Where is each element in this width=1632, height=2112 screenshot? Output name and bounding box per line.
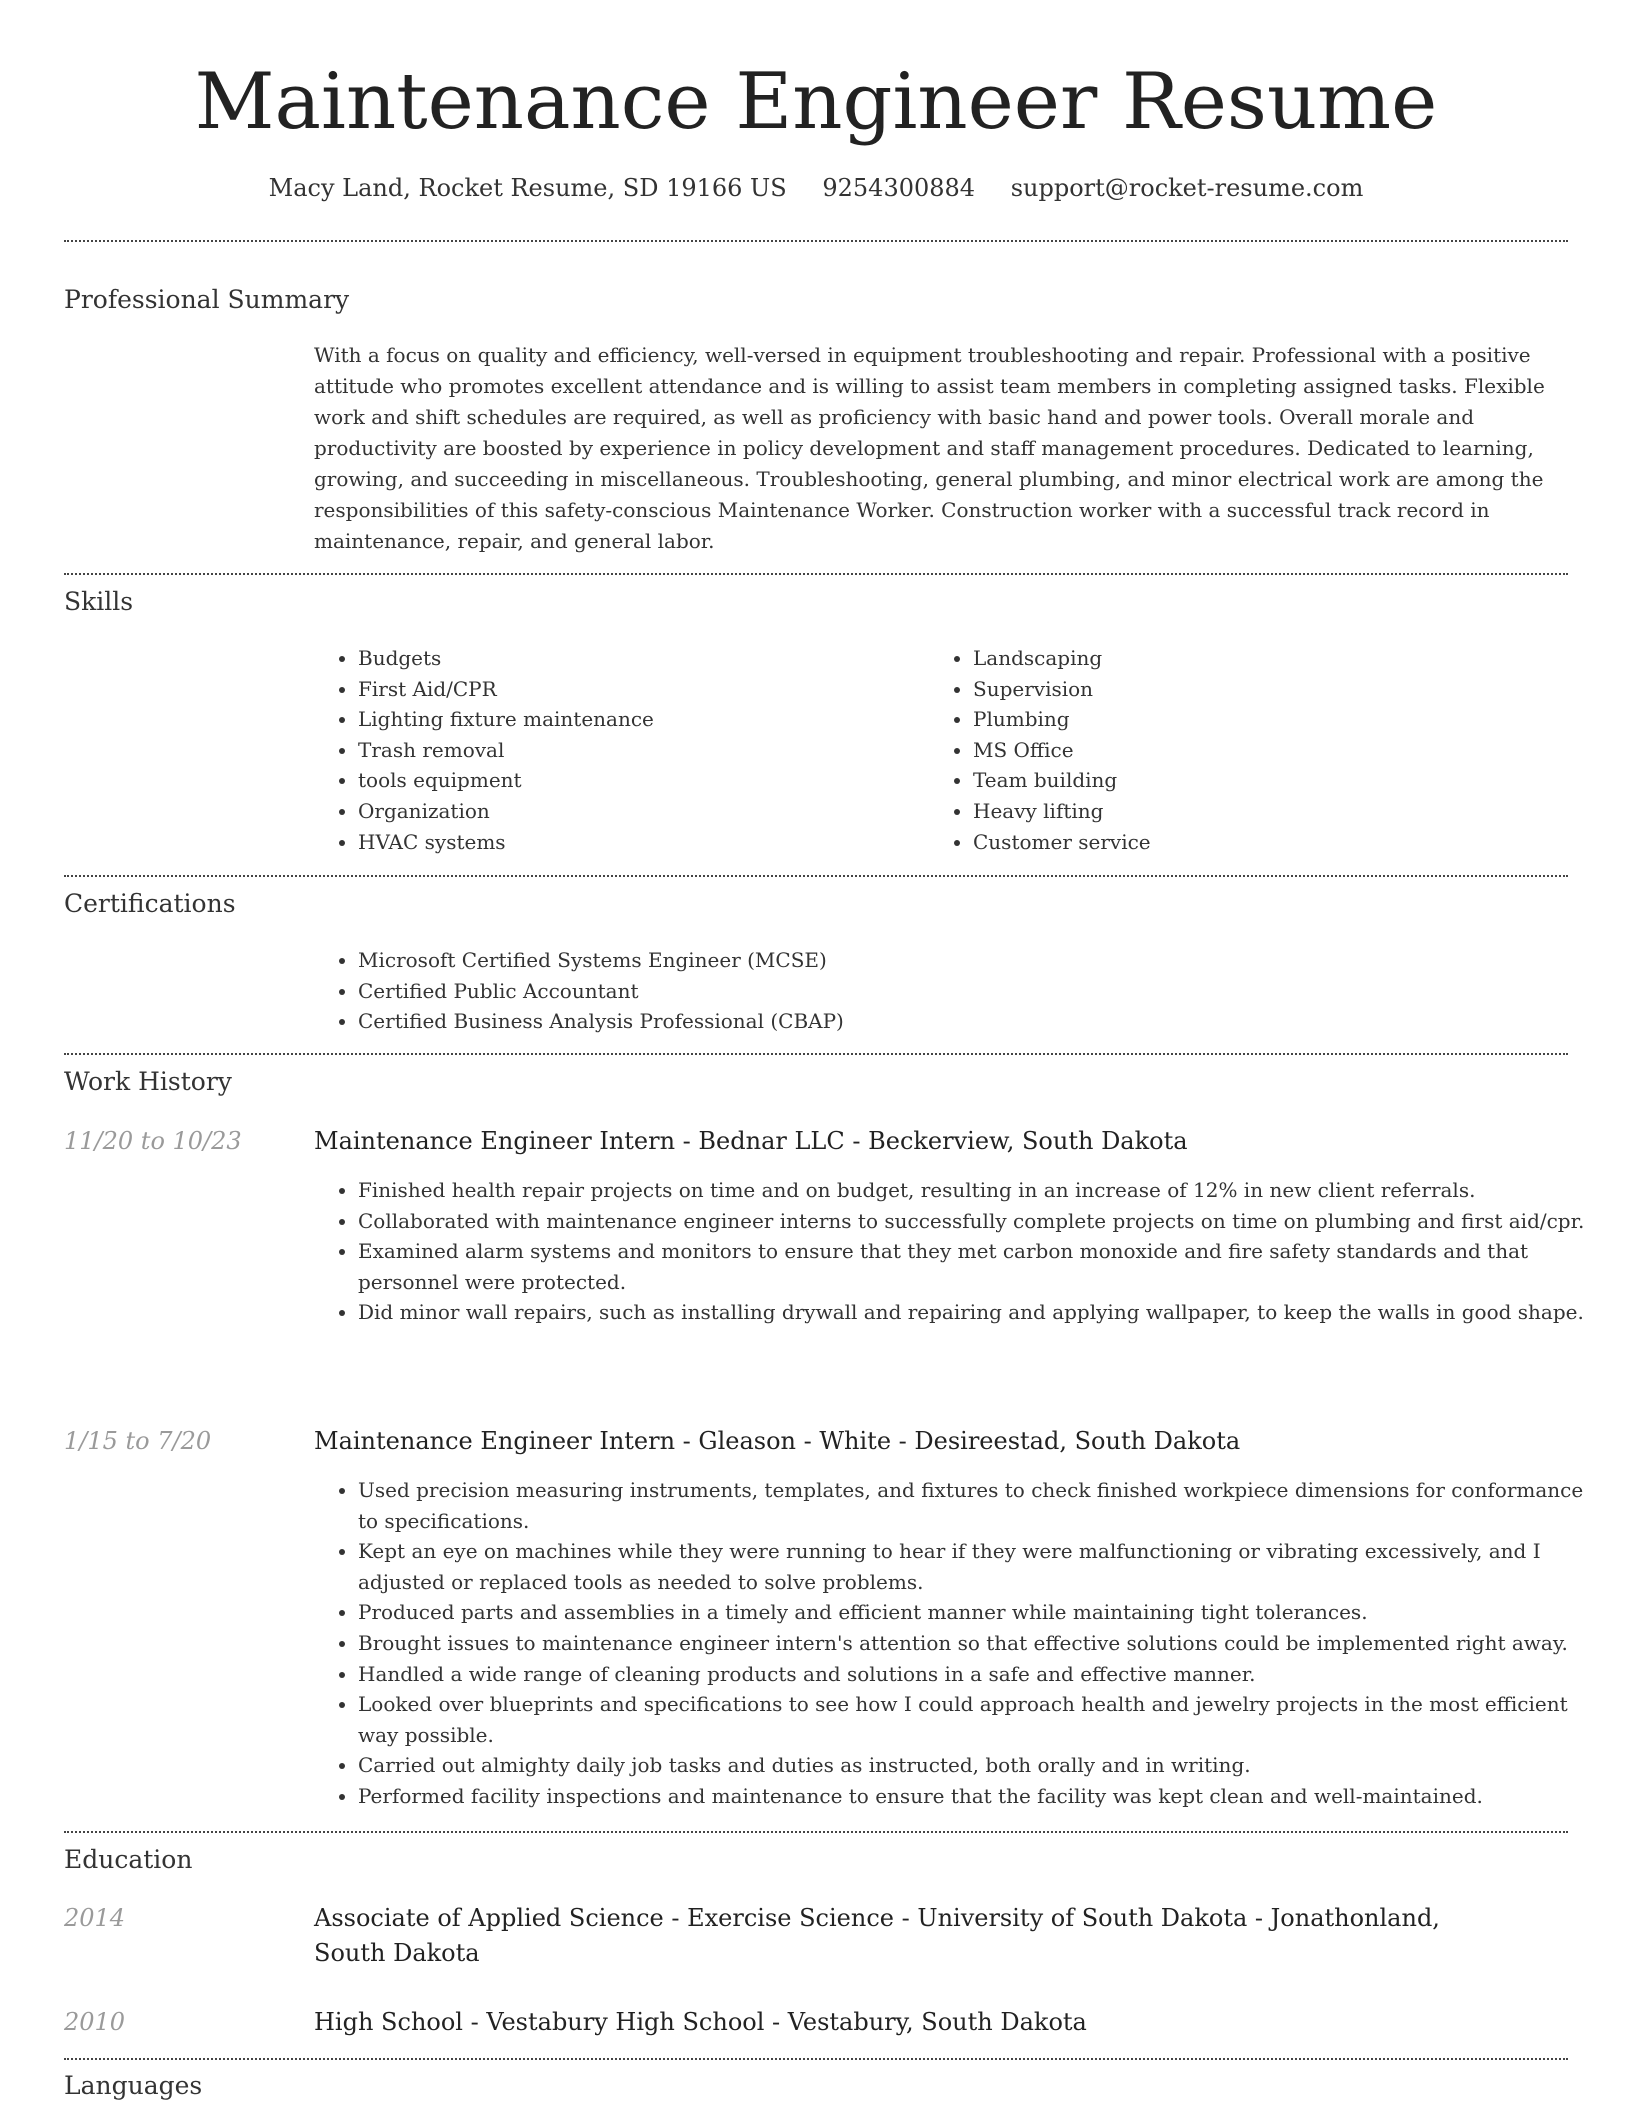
skill-item: • Supervision	[973, 674, 1573, 705]
job-dates: 1/15 to 7/20	[64, 1427, 212, 1455]
job-bullet: • Produced parts and assemblies in a timely and efficient manner while maintaining tight tolerances.	[358, 1597, 1608, 1628]
skill-item: • Heavy lifting	[973, 796, 1573, 827]
skill-item: • Plumbing	[973, 704, 1573, 735]
skill-item: • Lighting fixture maintenance	[358, 704, 918, 735]
summary-heading: Professional Summary	[64, 285, 350, 314]
section-divider	[64, 2058, 1568, 2060]
job-bullet: • Performed facility inspections and maintenance to ensure that the facility was kept clean and well-maintained.	[358, 1781, 1608, 1812]
job-bullets	[314, 1475, 1608, 1812]
summary-text: With a focus on quality and efficiency, well-versed in equipment troubleshooting and repair. Professional with a positive attitude who promotes excellent attendance and is willing to assist team members in completing assigned tasks. Flexible work and shift schedules are required, as well as proficiency with basic hand and power tools. Overall morale and productivity are boosted by experience in policy development and staff management procedures. Dedicated to learning, growing, and succeeding in miscellaneous. Troubleshooting, general plumbing, and minor electrical work are among the responsibilities of this safety-conscious Maintenance Worker. Construction worker with a successful track record in maintenance, repair, and general labor.	[314, 343, 1545, 553]
job-bullet: • Collaborated with maintenance engineer interns to successfully complete projects on time on plumbing and first aid/cpr.	[358, 1206, 1608, 1237]
job-title: Maintenance Engineer Intern - Gleason - White - Desireestad, South Dakota	[314, 1427, 1241, 1455]
skill-item: • Team building	[973, 765, 1573, 796]
skill-item: • tools equipment	[358, 765, 918, 796]
education-year: 2010	[64, 2008, 126, 2036]
skills-heading: Skills	[64, 587, 134, 616]
section-divider	[64, 573, 1568, 575]
section-divider	[64, 875, 1568, 877]
skills-list-right	[929, 643, 1573, 857]
section-divider	[64, 240, 1568, 242]
job-bullet: • Kept an eye on machines while they were running to hear if they were malfunctioning or vibrating excessively, and I adjusted or replaced tools as needed to solve problems.	[358, 1536, 1608, 1597]
job-bullet: • Examined alarm systems and monitors to ensure that they met carbon monoxide and fire safety standards and that personnel were protected.	[358, 1236, 1608, 1297]
skill-item: • Organization	[358, 796, 918, 827]
certification-item: • Certified Public Accountant	[358, 976, 1608, 1007]
section-divider	[64, 1831, 1568, 1833]
skill-item: • Budgets	[358, 643, 918, 674]
resume-title: Maintenance Engineer Resume	[194, 57, 1438, 147]
certification-item: • Certified Business Analysis Professional (CBAP)	[358, 1006, 1608, 1037]
job-bullet: • Finished health repair projects on time and on budget, resulting in an increase of 12% in new client referrals.	[358, 1175, 1608, 1206]
job-bullet: • Handled a wide range of cleaning products and solutions in a safe and effective manner.	[358, 1659, 1608, 1690]
skill-item: • Landscaping	[973, 643, 1573, 674]
job-dates: 11/20 to 10/23	[64, 1127, 242, 1155]
skill-item: • Customer service	[973, 827, 1573, 858]
languages-heading: Languages	[64, 2071, 203, 2100]
section-divider	[64, 1053, 1568, 1055]
job-bullets	[314, 1175, 1608, 1328]
contact-email: support@rocket-resume.com	[1010, 174, 1364, 202]
education-description: Associate of Applied Science - Exercise Science - University of South Dakota - Jonathonland, South Dakota	[314, 1904, 1440, 1967]
job-title: Maintenance Engineer Intern - Bednar LLC - Beckerview, South Dakota	[314, 1127, 1188, 1155]
certifications-list	[314, 945, 1608, 1037]
skill-item: • Trash removal	[358, 735, 918, 766]
certification-item: • Microsoft Certified Systems Engineer (MCSE)	[358, 945, 1608, 976]
job-bullet: • Brought issues to maintenance engineer intern's attention so that effective solutions could be implemented right away.	[358, 1628, 1608, 1659]
contact-line	[0, 172, 1632, 204]
certifications-heading: Certifications	[64, 889, 236, 918]
education-year: 2014	[64, 1904, 126, 1932]
job-bullet: • Carried out almighty daily job tasks and duties as instructed, both orally and in writing.	[358, 1750, 1608, 1781]
contact-phone: 9254300884	[822, 174, 976, 202]
job-bullet: • Used precision measuring instruments, templates, and fixtures to check finished workpiece dimensions for conformance to specifications.	[358, 1475, 1608, 1536]
skill-item: • HVAC systems	[358, 827, 918, 858]
job-bullet: • Did minor wall repairs, such as installing drywall and repairing and applying wallpaper, to keep the walls in good shape.	[358, 1297, 1608, 1328]
education-description: High School - Vestabury High School - Vestabury, South Dakota	[314, 2008, 1087, 2036]
skill-item: • First Aid/CPR	[358, 674, 918, 705]
skill-item: • MS Office	[973, 735, 1573, 766]
education-heading: Education	[64, 1845, 193, 1874]
skills-list-left	[314, 643, 918, 857]
job-bullet: • Looked over blueprints and specifications to see how I could approach health and jewelry projects in the most efficient way possible.	[358, 1689, 1608, 1750]
contact-address: Macy Land, Rocket Resume, SD 19166 US	[268, 174, 787, 202]
work-history-heading: Work History	[64, 1067, 232, 1096]
